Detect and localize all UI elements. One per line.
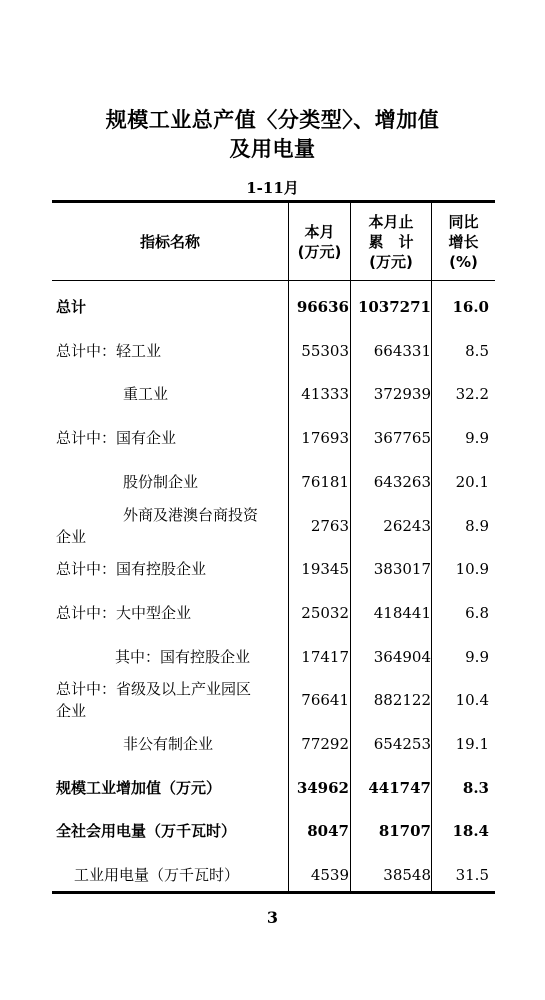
row-cumulative-value: 882122 [373, 691, 431, 709]
row-name: 股份制企业 [123, 473, 199, 491]
header-yoy-growth-line-1: 同比 [448, 213, 479, 231]
row-growth-value: 9.9 [465, 648, 489, 666]
row-growth-cell [432, 690, 495, 710]
table-row [52, 506, 495, 546]
row-name: 其中：国有控股企业 [115, 648, 251, 666]
table-row [52, 734, 495, 764]
row-cumulative-value: 418441 [373, 604, 431, 622]
row-month-value: 41333 [301, 385, 349, 403]
page-title-line-2: 及用电量 [229, 137, 316, 161]
table-row [52, 680, 495, 720]
row-month-value: 8047 [307, 822, 349, 840]
row-name-line-1: 总计中：省级及以上产业园区 [56, 680, 252, 698]
page-title-line-1: 规模工业总产值〈分类型〉、增加值 [105, 108, 440, 132]
header-indicator-name-text: 指标名称 [139, 233, 200, 251]
row-growth-value: 18.4 [452, 822, 489, 840]
row-cumulative-value: 664331 [373, 342, 431, 360]
row-cumulative-value: 383017 [373, 560, 431, 578]
row-name: 重工业 [123, 385, 169, 403]
table-row [52, 341, 495, 371]
table-row [52, 559, 495, 589]
row-growth-value: 8.9 [465, 517, 489, 535]
row-growth-value: 16.0 [452, 298, 489, 316]
row-cumulative-value: 364904 [373, 648, 431, 666]
period-label: 1-11月 [246, 179, 299, 197]
row-growth-value: 32.2 [455, 385, 489, 403]
header-this-month-line-2: (万元) [297, 243, 342, 261]
row-month-value: 19345 [301, 560, 349, 578]
table-row [52, 384, 495, 414]
row-growth-value: 31.5 [455, 866, 489, 884]
row-growth-value: 10.9 [455, 560, 489, 578]
row-name-line-2: 企业 [56, 528, 87, 546]
table-row [52, 472, 495, 502]
row-growth-cell [432, 821, 495, 841]
row-month-value: 76181 [301, 473, 349, 491]
row-name: 规模工业增加值（万元） [56, 779, 222, 797]
row-growth-cell [432, 734, 495, 754]
header-yoy-growth [432, 212, 495, 272]
row-growth-value: 6.8 [465, 604, 489, 622]
row-name: 总计中：国有控股企业 [56, 560, 207, 578]
row-growth-cell [432, 778, 495, 798]
row-month-value: 55303 [301, 342, 349, 360]
row-name: 工业用电量（万千瓦时） [74, 866, 240, 884]
row-month-value: 2763 [310, 517, 349, 535]
header-yoy-growth-line-3: (%) [449, 253, 478, 271]
row-growth-cell [432, 341, 495, 361]
row-growth-value: 20.1 [455, 473, 489, 491]
row-growth-value: 8.3 [462, 779, 489, 797]
row-name: 总计中：国有企业 [56, 429, 177, 447]
row-month-value: 25032 [301, 604, 349, 622]
row-month-value: 96636 [296, 298, 349, 316]
table-row [52, 778, 495, 808]
row-cumulative-value: 367765 [373, 429, 431, 447]
row-growth-value: 9.9 [465, 429, 489, 447]
row-growth-cell [432, 865, 495, 885]
table-row [52, 297, 495, 327]
page-number: 3 [266, 908, 279, 927]
row-growth-value: 8.5 [465, 342, 489, 360]
table-row [52, 603, 495, 633]
row-growth-cell [432, 428, 495, 448]
row-growth-cell [432, 516, 495, 536]
row-name: 总计中：轻工业 [56, 342, 162, 360]
row-growth-cell [432, 384, 495, 404]
table-top-rule [52, 200, 495, 203]
header-indicator-name [52, 232, 288, 252]
row-growth-cell [432, 559, 495, 579]
header-cumulative [351, 212, 431, 272]
row-cumulative-value: 1037271 [357, 298, 431, 316]
row-cumulative-value: 654253 [373, 735, 431, 753]
table-header-rule [52, 280, 495, 281]
row-name-line-2: 企业 [56, 702, 87, 720]
row-month-value: 17693 [301, 429, 349, 447]
table-row [52, 821, 495, 851]
row-growth-cell [432, 603, 495, 623]
row-cumulative-value: 441747 [368, 779, 431, 797]
row-cumulative-value: 81707 [378, 822, 431, 840]
table-row [52, 647, 495, 677]
row-growth-value: 10.4 [455, 691, 489, 709]
header-this-month [289, 222, 350, 262]
row-month-value: 4539 [310, 866, 349, 884]
table-row [52, 865, 495, 895]
row-cumulative-value: 643263 [373, 473, 431, 491]
row-growth-cell [432, 297, 495, 317]
header-cumulative-line-2: 累 计 [368, 233, 414, 251]
header-yoy-growth-line-2: 增长 [448, 233, 479, 251]
row-cumulative-value: 372939 [373, 385, 431, 403]
row-growth-cell [432, 472, 495, 492]
row-growth-value: 19.1 [455, 735, 489, 753]
header-cumulative-line-3: (万元) [369, 253, 413, 271]
row-cumulative-value: 26243 [383, 517, 431, 535]
header-cumulative-line-1: 本月止 [368, 213, 414, 231]
row-cumulative-value: 38548 [383, 866, 431, 884]
row-month-value: 76641 [301, 691, 349, 709]
row-growth-cell [432, 647, 495, 667]
row-month-value: 17417 [301, 648, 349, 666]
row-name: 总计 [56, 298, 87, 316]
row-name: 全社会用电量（万千瓦时） [56, 822, 237, 840]
header-this-month-line-1: 本月 [304, 223, 335, 241]
row-month-value: 77292 [301, 735, 349, 753]
row-month-value: 34962 [296, 779, 349, 797]
row-name: 总计中：大中型企业 [56, 604, 192, 622]
row-name-line-1: 外商及港澳台商投资 [123, 506, 259, 524]
table-row [52, 428, 495, 458]
row-name: 非公有制企业 [123, 735, 214, 753]
